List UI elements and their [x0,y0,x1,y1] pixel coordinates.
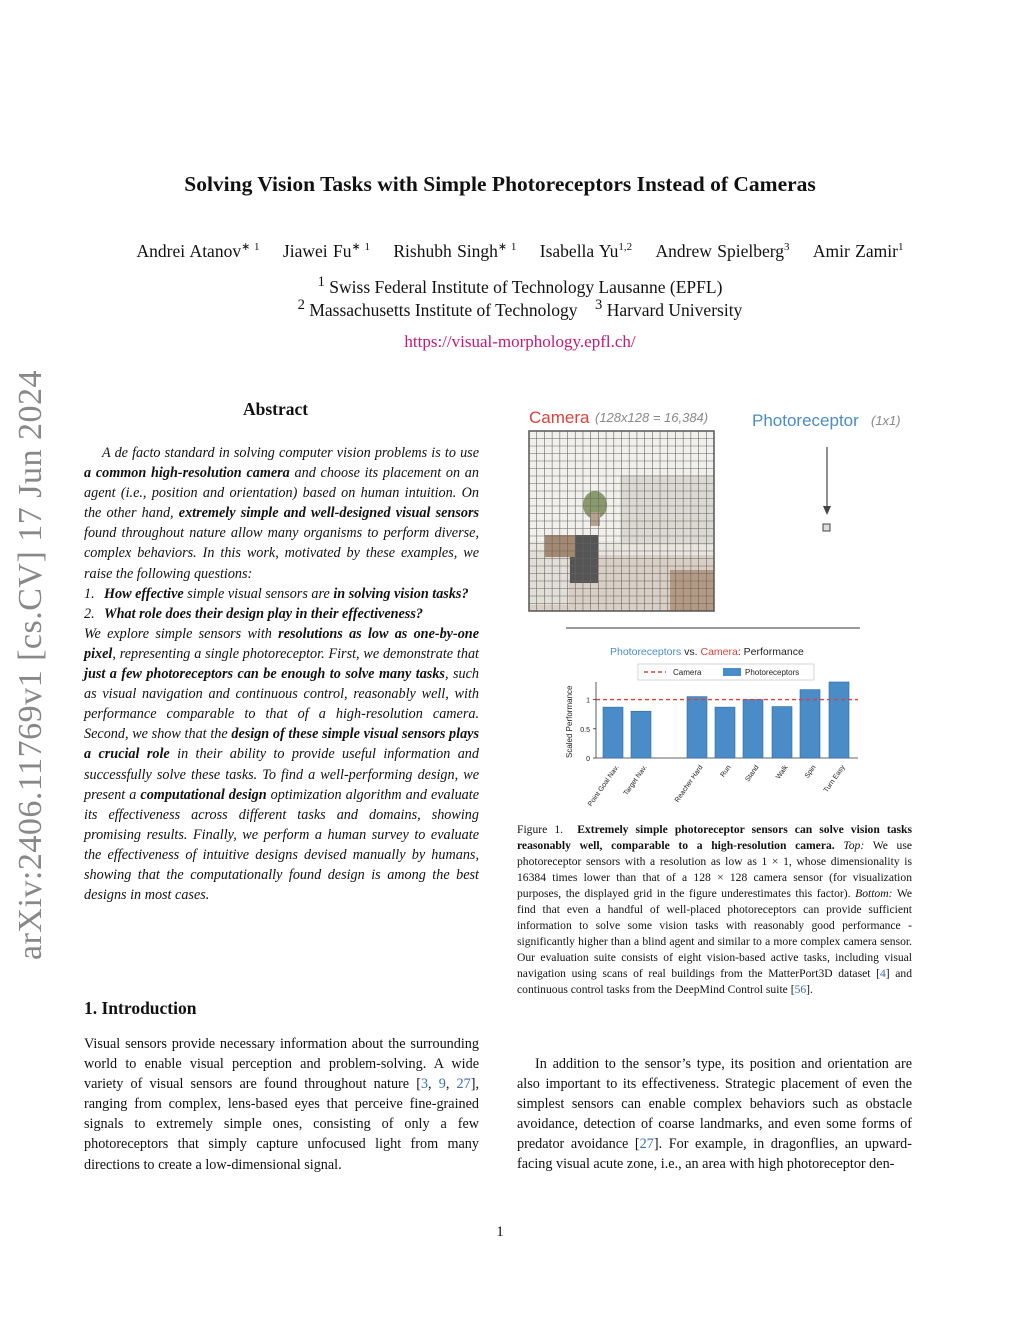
photoreceptor-resolution: (1x1) [871,413,901,428]
author: Isabella Yu$^{1,2}$ [539,240,633,261]
author-list [0,240,1024,262]
chart-title-camera: Camera [700,646,738,658]
bar-photoreceptors [829,682,849,758]
y-tick-label: 1 [586,697,590,705]
chart-y-label: Scaled Performance [565,685,574,758]
chart-title-photoreceptors: Photoreceptors [610,646,682,658]
bar-photoreceptors [772,707,792,758]
x-tick-label: Point Goal Nav. [587,764,621,808]
page-number: 1 [496,1224,504,1240]
abstract-heading: Abstract [243,399,309,419]
x-tick-label: Stand [744,764,761,784]
chart-title [610,646,804,658]
camera-resolution: (128x128 = 16,384) [595,410,709,425]
paper-title: Solving Vision Tasks with Simple Photoreceptors Instead of Cameras [184,172,816,196]
camera-label: Camera [529,408,590,427]
y-tick-label: 0.5 [580,726,590,734]
x-tick-label: Run [719,764,733,779]
citation-link[interactable]: 56 [794,983,807,996]
section-heading-introduction: 1. Introduction [84,998,197,1018]
bar-photoreceptors [687,697,707,758]
figure-1-caption: Figure 1. Extremely simple photoreceptor sensors can solve vision tasks reasonably well, comparable to a high-resolution camera. Top: We use photoreceptor sensors with a resolution as low as 1 × 1, whose dimensionality is 16384 times lower than that of a 128 × 128 camera sensor (for visualization purposes, the displayed grid in the figure underestimates this factor). Bottom: We find that even a handful of well-placed photoreceptors can provide sufficient information to solve some vision tasks with reasonably good performance - significantly higher than a blind agent and similar to a more complex camera sensor. Our evaluation suite consists of eight vision-based active tasks, including visual navigation using scans of real buildings from the MatterPort3D dataset [4] and continuous control tasks from the DeepMind Control suite [56]. [517,823,913,996]
author: Andrew Spielberg$^3$ [655,240,790,261]
author: Andrei Atanov$^{∗ 1}$ [136,240,260,261]
x-tick-label: Walk [775,764,790,781]
bar-photoreceptors [603,707,623,758]
photoreceptor-label: Photoreceptor [752,411,859,430]
abstract-paragraph-2: We explore simple sensors with resolutions as low as one-by-one pixel, representing a single photoreceptor. First, we demonstrate that just a few photoreceptors can be enough to solve many tasks, such as visual navigation and continuous control, reasonably well, with performance comparable to that of a high-resolution camera. Second, we show that the design of these simple visual sensors plays a crucial role in their ability to provide useful information and successfully solve these tasks. To find a well-performing design, we present a computational design optimization algorithm and evaluate its effectiveness across different tasks and domains, showing promising results. Finally, we perform a human survey to evaluate the effectiveness of intuitive designs devised manually by humans, showing that the computationally found design is among the best designs in most cases. [84,625,479,904]
legend-photoreceptors-label: Photoreceptors [745,668,800,677]
abstract-question-2: 2. What role does their design play in their effectiveness? [84,605,423,622]
right-column-body: In addition to the sensor’s type, its position and orientation are also important to its effectiveness. Strategic placement of even the simplest sensors can enable complex behaviors such as obstacle avoidance, detection of coarse landmarks, and even some forms of predator avoidance [27]. For example, in dragonflies, an upward-facing visual acute zone, i.e., an area with high photoreceptor den- [517,1056,913,1173]
photoreceptor-pixel [823,524,830,531]
citation-link[interactable]: 27 [456,1076,471,1093]
x-tick-label: Reacher Hard [673,764,705,804]
citation-link[interactable]: 27 [639,1136,654,1153]
citation-link[interactable]: 3 [420,1076,429,1093]
abstract-body [84,443,479,905]
x-tick-label: Target Nav. [622,764,649,798]
performance-chart [560,640,880,810]
project-url-link[interactable]: https://visual-morphology.epfl.ch/ [404,332,636,351]
author: Jiawei $Fu^{∗ 1}$ [282,240,370,261]
arxiv-stamp: arXiv:2406.11769v1 [cs.CV] 17 Jun 2024 [12,369,49,960]
caption-label: Figure 1. [517,823,564,836]
affiliation-line-2: $^2$ Massachusetts Institute of Technology $^3$ Harvard University [297,297,743,320]
arrow-head [823,506,831,515]
chart-title-performance: : Performance [737,646,804,658]
abstract-question-1: 1. How effective simple visual sensors are in solving vision tasks? [84,585,469,602]
legend-camera-label: Camera [673,668,702,677]
chart-title-vs: vs. [681,646,701,658]
bar-photoreceptors [631,711,651,758]
x-tick-label: Turn Easy [822,764,847,795]
y-tick-label: 0 [586,756,590,763]
x-tick-label: Spin [803,764,818,780]
author: Rishubh Singh$^{∗ 1}$ [393,240,517,261]
legend-photoreceptors-swatch [723,668,741,676]
abstract-paragraph-1: A de facto standard in solving computer vision problems is to use a common high-resolution camera and choose its placement on an agent (i.e., position and orientation) based on human intuition. On the other hand, extremely simple and well-designed visual sensors found throughout nature allow many organisms to perform diverse, complex behaviors. In this work, motivated by these examples, we raise the following questions: [84,445,480,582]
bar-photoreceptors [743,700,763,758]
figure-divider [566,627,860,629]
citation-link[interactable]: 9 [438,1076,446,1093]
author: Amir Zamir$^1$ [812,240,904,261]
introduction-body: Visual sensors provide necessary information about the surrounding world to enable visual perception and problem-solving. A wide variety of visual sensors are found throughout nature [3, 9, 27], ranging from complex, lens-based eyes that perceive fine-grained signals to extremely simple ones, consisting of only a few photoreceptors that simply capture unfocused light from many directions to create a low-dimensional signal. [84,1036,480,1173]
citation-link[interactable]: 4 [879,967,886,980]
affiliation-line-1: $^1$ Swiss Federal Institute of Technology Lausanne (EPFL) [317,274,723,297]
bar-photoreceptors [715,707,735,758]
figure-1-top [520,400,920,620]
